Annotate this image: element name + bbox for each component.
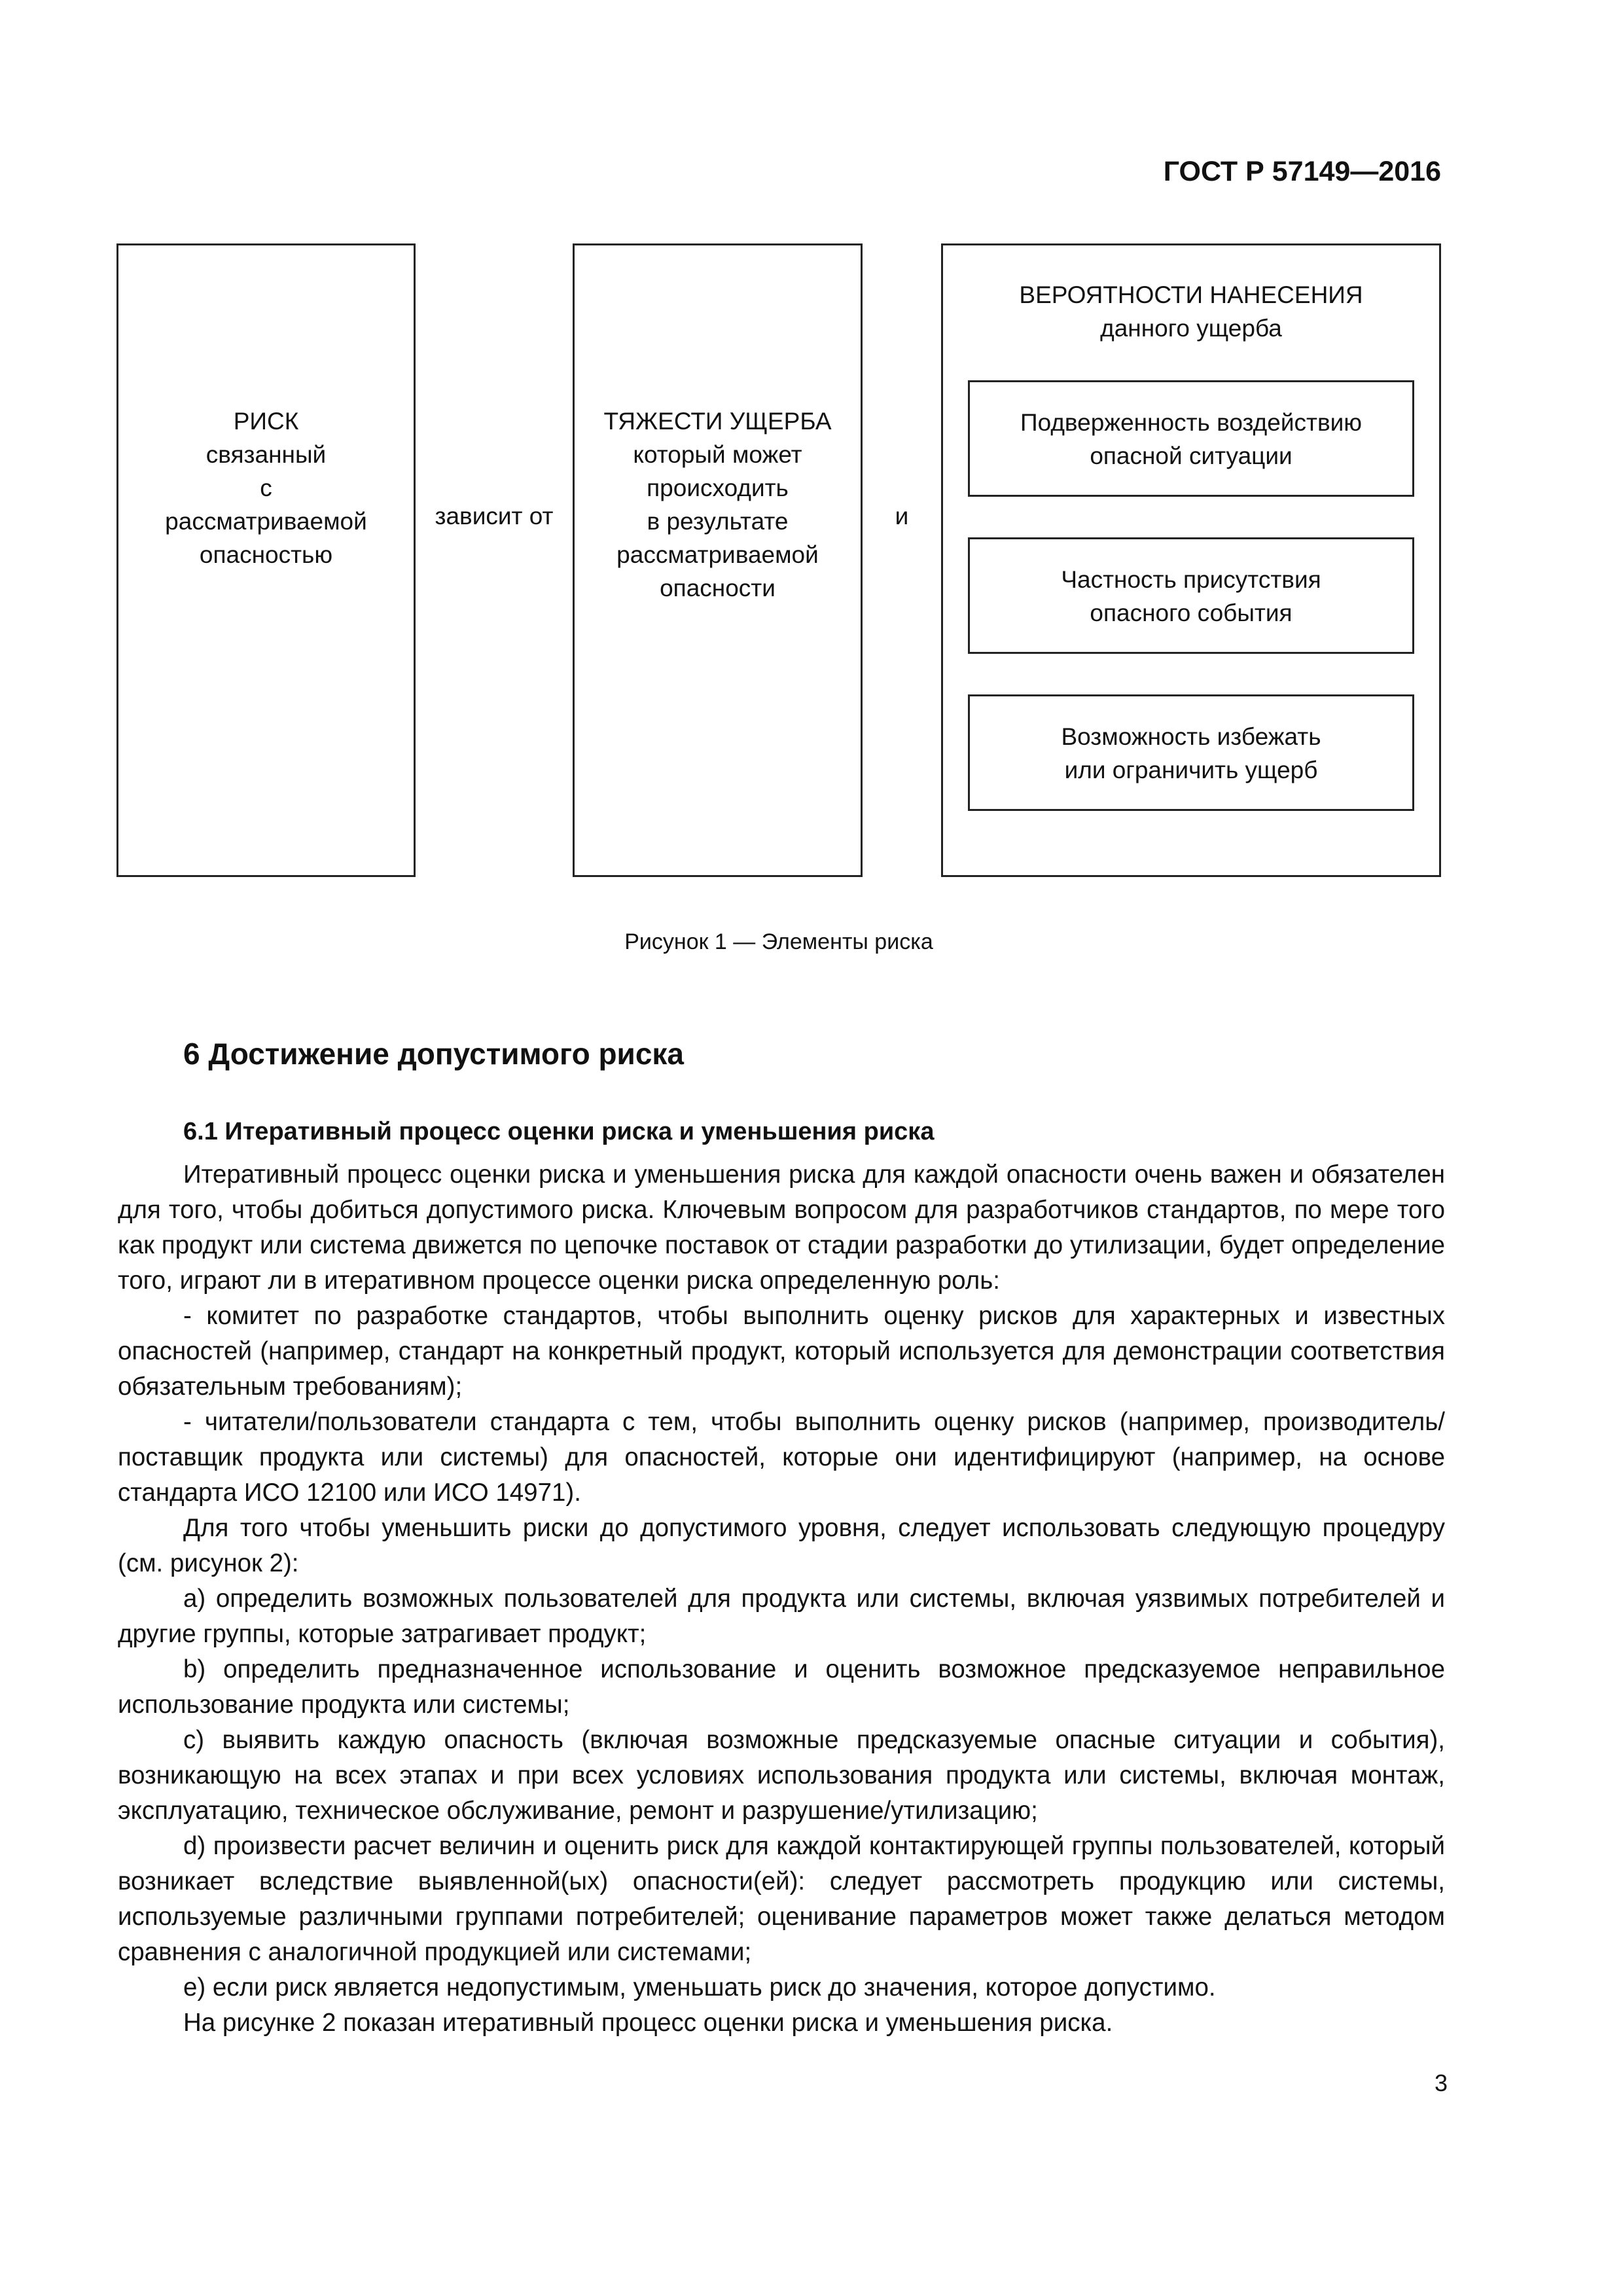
subsection-title: 6.1 Итеративный процесс оценки риска и уменьшения риска <box>183 1118 935 1145</box>
factor-line: опасной ситуации <box>1090 442 1293 469</box>
list-item: a) определить возможных пользователей для продукта или системы, включая уязвимых потребителей и другие группы, которые затрагивает продукт; <box>118 1585 1445 1648</box>
list-item: b) определить предназначенное использование и оценить возможное предсказуемое неправильное использование продукта или системы; <box>118 1655 1445 1719</box>
severity-box <box>573 243 863 877</box>
factor-line: Возможность избежать <box>1061 723 1321 750</box>
page-number: 3 <box>1434 2070 1448 2096</box>
severity-line: в результате <box>647 508 789 535</box>
factor-line: опасного события <box>1090 600 1293 626</box>
section-title: 6 Достижение допустимого риска <box>183 1037 685 1071</box>
risk-box <box>116 243 416 877</box>
factor-line: Частность присутствия <box>1061 566 1321 593</box>
risk-line: связанный <box>205 441 327 468</box>
severity-title: ТЯЖЕСТИ УЩЕРБА <box>603 408 832 435</box>
probability-title: ВЕРОЯТНОСТИ НАНЕСЕНИЯ <box>1019 281 1363 308</box>
factor-text <box>970 406 1412 473</box>
factor-text <box>970 720 1412 787</box>
severity-line: который может <box>633 441 802 468</box>
probability-header <box>943 278 1439 345</box>
factor-text <box>970 563 1412 630</box>
paragraph: Итеративный процесс оценки риска и уменьшения риска для каждой опасности очень важен и обязателен для того, чтобы добиться допустимого риска. Ключевым вопросом для разработчиков стандартов, по мере того как продукт или система движется по цепочке поставок от стадии разработки до утилизации, будет определение того, играют ли в итеративном процессе оценки риска определенную роль: <box>118 1160 1445 1295</box>
paragraph: Для того чтобы уменьшить риски до допустимого уровня, следует использовать следующую процедуру (см. рисунок 2): <box>118 1514 1445 1577</box>
list-item: d) произвести расчет величин и оценить риск для каждой контактирующей группы пользователей, который возникает вследствие выявленной(ых) опасности(ей): следует рассмотреть продукцию или системы, используемые различными группами потребителей; оценивание параметров может также делаться методом сравнения с аналогичной продукцией или системами; <box>118 1832 1445 1966</box>
severity-line: рассматриваемой <box>616 541 819 568</box>
body-text <box>118 1157 1445 2041</box>
risk-box-text <box>118 404 414 571</box>
list-item: - комитет по разработке стандартов, чтобы выполнить оценку рисков для характерных и известных опасностей (например, стандарт на конкретный продукт, который используется для демонстрации соответствия обязательным требованиям); <box>118 1302 1445 1401</box>
severity-box-text <box>575 404 861 605</box>
factor-box-frequency <box>968 537 1414 654</box>
list-item: e) если риск является недопустимым, уменьшать риск до значения, которое допустимо. <box>183 1973 1216 2001</box>
list-item: - читатели/пользователи стандарта с тем, чтобы выполнить оценку рисков (например, производитель/поставщик продукта или системы) для опасностей, которые они идентифицируют (например, на основе стандарта ИСО 12100 или ИСО 14971). <box>118 1408 1445 1507</box>
risk-line: рассматриваемой <box>165 508 367 535</box>
figure-caption: Рисунок 1 — Элементы риска <box>624 929 933 954</box>
list-item: c) выявить каждую опасность (включая возможные предсказуемые опасные ситуации и события), возникающую на всех этапах и при всех условиях использования продукта или системы, включая монтаж, эксплуатацию, техническое обслуживание, ремонт и разрушение/утилизацию; <box>118 1726 1445 1825</box>
factor-box-avoidance <box>968 694 1414 811</box>
paragraph: На рисунке 2 показан итеративный процесс оценки риска и уменьшения риска. <box>183 2009 1113 2037</box>
probability-subtitle: данного ущерба <box>1100 315 1282 342</box>
document-header: ГОСТ Р 57149—2016 <box>1163 156 1441 187</box>
probability-box <box>941 243 1441 877</box>
risk-title: РИСК <box>233 408 299 435</box>
risk-line: с <box>260 475 272 501</box>
factor-line: Подверженность воздействию <box>1020 409 1363 436</box>
depends-on-label: зависит от <box>435 503 554 529</box>
risk-line: опасностью <box>199 541 333 568</box>
and-label: и <box>895 503 909 529</box>
severity-line: опасности <box>660 575 776 601</box>
factor-box-exposure <box>968 380 1414 497</box>
factor-line: или ограничить ущерб <box>1064 757 1318 783</box>
severity-line: происходить <box>647 475 789 501</box>
